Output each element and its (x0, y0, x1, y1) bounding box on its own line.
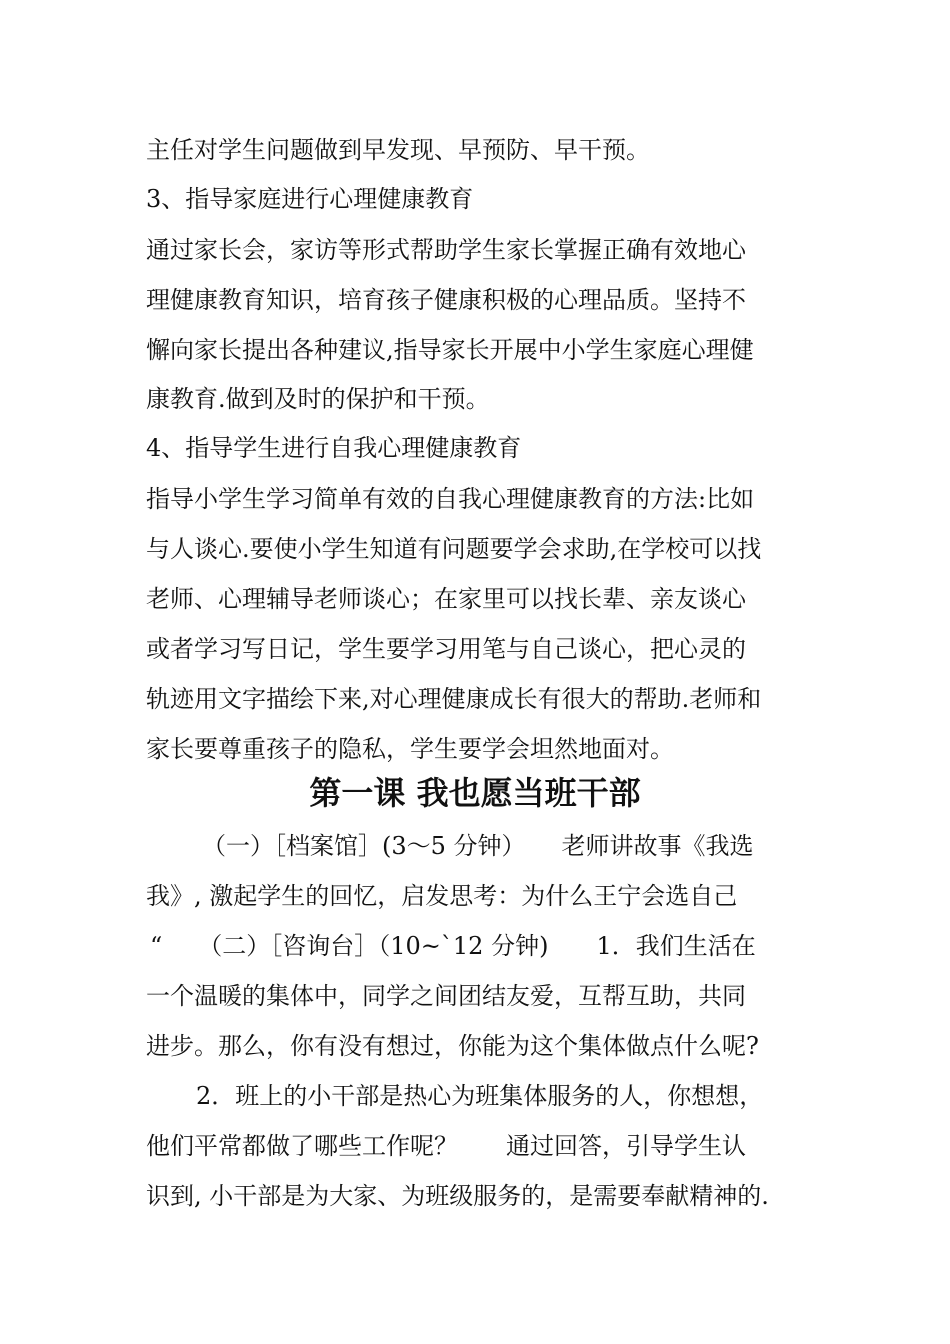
paragraph-line: 主任对学生问题做到早发现、早预防、早干预。 (146, 136, 650, 164)
paragraph-line: 一个温暖的集体中，同学之间团结友爱，互帮互助，共同 (146, 982, 746, 1010)
paragraph-line: 进步。那么，你有没有想过，你能为这个集体做点什么呢? (146, 1032, 759, 1060)
section-heading-4: 4、指导学生进行自我心理健康教育 (146, 434, 522, 462)
paragraph-line: “ （二）［咨询台］（10~`12 分钟) 1．我们生活在 (150, 932, 756, 960)
paragraph-line: 轨迹用文字描绘下来,对心理健康成长有很大的帮助.老师和 (146, 685, 762, 713)
paragraph-line: 或者学习写日记，学生要学习用笔与自己谈心，把心灵的 (146, 635, 746, 663)
paragraph-line: 家长要尊重孩子的隐私，学生要学会坦然地面对。 (146, 735, 674, 763)
paragraph-line: 通过家长会，家访等形式帮助学生家长掌握正确有效地心 (146, 236, 746, 264)
paragraph-line: 识到, 小干部是为大家、为班级服务的，是需要奉献精神的. (146, 1182, 769, 1210)
paragraph-line: 我》, 激起学生的回忆，启发思考：为什么王宁会选自己 (146, 882, 738, 910)
paragraph-line: 老师、心理辅导老师谈心；在家里可以找长辈、亲友谈心 (146, 585, 746, 613)
paragraph-line: 康教育.做到及时的保护和干预。 (146, 385, 490, 413)
section-heading-3: 3、指导家庭进行心理健康教育 (146, 185, 474, 213)
lesson-title: 第一课 我也愿当班干部 (309, 774, 641, 812)
paragraph-line: 指导小学生学习简单有效的自我心理健康教育的方法:比如 (146, 485, 755, 513)
paragraph-line: 理健康教育知识，培育孩子健康积极的心理品质。坚持不 (146, 286, 746, 314)
paragraph-line: 他们平常都做了哪些工作呢？ 通过回答，引导学生认 (146, 1132, 746, 1160)
paragraph-line: 2．班上的小干部是热心为班集体服务的人，你想想， (196, 1082, 764, 1110)
paragraph-line: 与人谈心.要使小学生知道有问题要学会求助,在学校可以找 (146, 535, 762, 563)
paragraph-line: （一）［档案馆］(3～5 分钟） 老师讲故事《我选 (202, 832, 754, 860)
paragraph-line: 懈向家长提出各种建议,指导家长开展中小学生家庭心理健 (146, 336, 754, 364)
